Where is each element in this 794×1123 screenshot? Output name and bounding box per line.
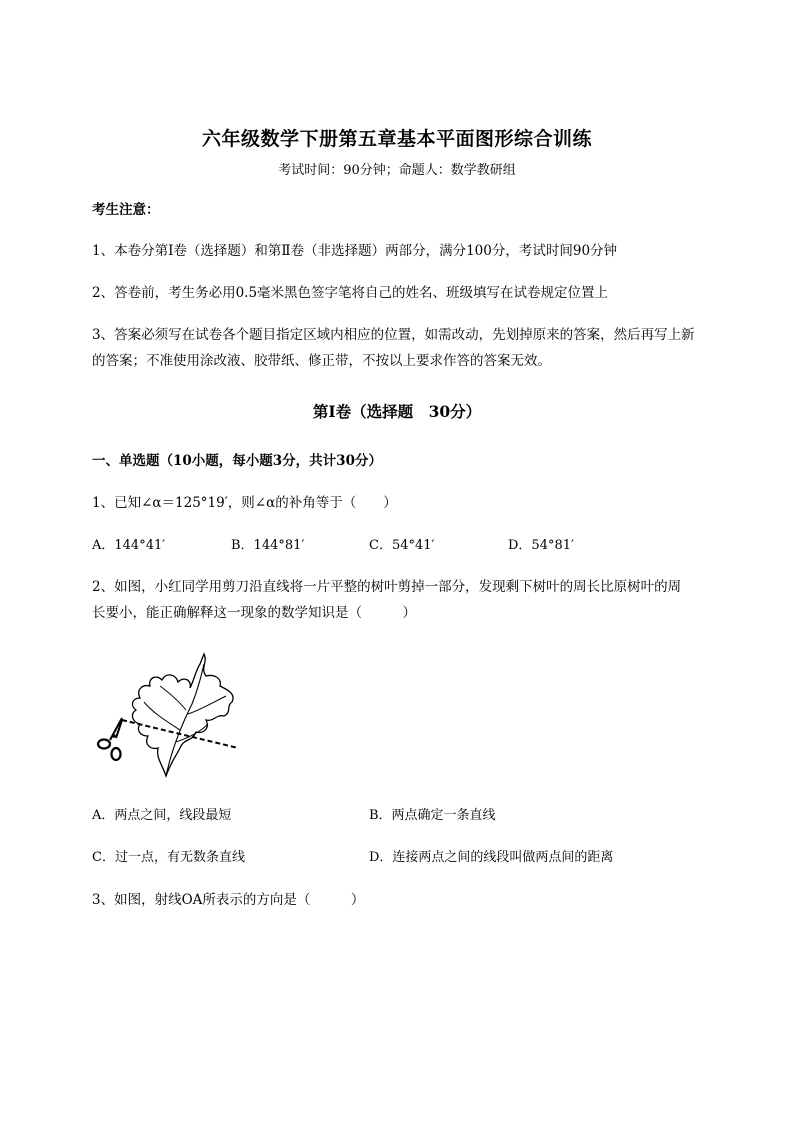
notice-item-2: 2、答卷前，考生务必用0.5毫米黑色签字笔将自己的姓名、班级填写在试卷规定位置上 [92, 285, 609, 301]
question-2-option-b: B．两点确定一条直线 [369, 808, 496, 823]
question-1-option-d: D．54°81′ [508, 538, 574, 553]
question-2-stem-line-1: 2、如图，小红同学用剪刀沿直线将一片平整的树叶剪掉一部分，发现剩下树叶的周长比原树叶的周 [92, 579, 682, 595]
notice-item-3-line-2: 的答案；不准使用涂改液、胶带纸、修正带，不按以上要求作答的答案无效。 [92, 353, 551, 369]
exam-info: 考试时间：90分钟；命题人：数学教研组 [278, 163, 516, 178]
leaf-outline [133, 654, 234, 776]
question-1-option-b: B．144°81′ [231, 538, 305, 553]
leaf-midrib [166, 664, 204, 776]
leaf-scissors-figure [96, 652, 246, 780]
page-title: 六年级数学下册第五章基本平面图形综合训练 [201, 128, 592, 150]
question-1-stem: 1、已知∠α＝125°19′，则∠α的补角等于（ ） [92, 495, 397, 511]
section-title: 第Ⅰ卷（选择题 30分） [312, 402, 482, 421]
part-heading: 一、单选题（10小题，每小题3分，共计30分） [92, 453, 382, 469]
question-1-option-a: A．144°41′ [92, 538, 166, 553]
question-2-stem-line-2: 长要小，能正确解释这一现象的数学知识是（ ） [92, 605, 416, 621]
notice-item-1: 1、本卷分第Ⅰ卷（选择题）和第Ⅱ卷（非选择题）两部分，满分100分，考试时间90分钟 [92, 243, 618, 259]
question-2-option-a: A．两点之间，线段最短 [92, 808, 232, 823]
scissors-icon [98, 718, 122, 760]
notice-item-3-line-1: 3、答案必须写在试卷各个题目指定区域内相应的位置，如需改动，先划掉原来的答案，然后再写上新 [92, 327, 695, 343]
question-1-option-c: C．54°41′ [369, 538, 435, 553]
question-2-option-c: C．过一点，有无数条直线 [92, 850, 245, 865]
question-3-stem: 3、如图，射线OA所表示的方向是（ ） [92, 892, 365, 908]
leaf-vein-left-2 [160, 686, 186, 710]
cutting-line [122, 720, 238, 748]
question-2-option-d: D．连接两点之间的线段叫做两点间的距离 [369, 850, 614, 865]
notice-heading: 考生注意： [92, 202, 160, 218]
